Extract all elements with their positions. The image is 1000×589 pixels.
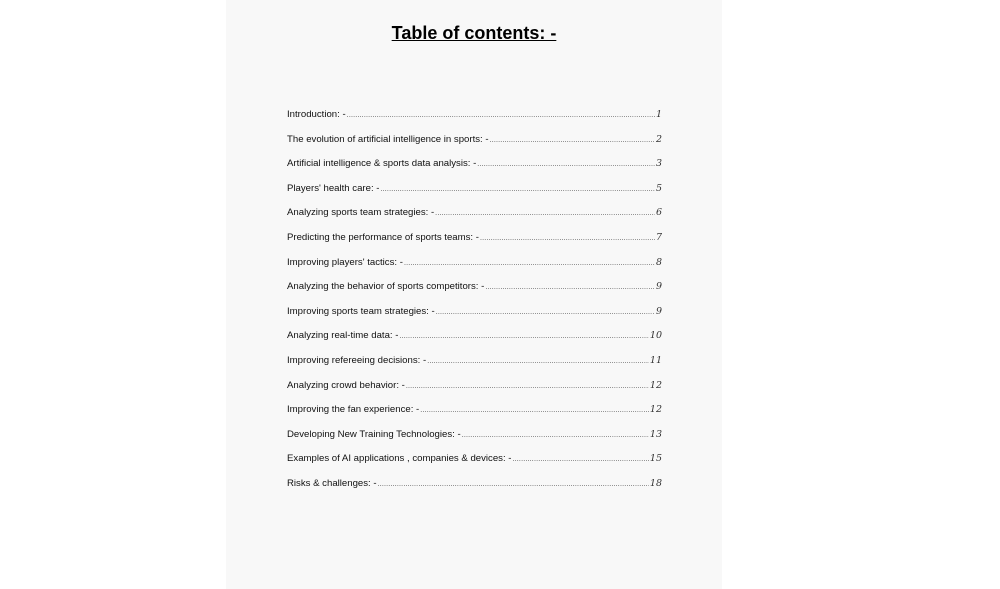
toc-entry-page: 1: [655, 109, 662, 120]
toc-entry[interactable]: [287, 453, 662, 478]
toc-entry[interactable]: [287, 207, 662, 232]
toc-entry[interactable]: [287, 330, 662, 355]
dot-leader: [380, 186, 654, 193]
toc-entry-label: Artificial intelligence & sports data analysis: -: [287, 158, 477, 170]
dot-leader: [347, 112, 655, 119]
toc-entry[interactable]: [287, 134, 662, 159]
toc-entry-page: 9: [655, 305, 662, 317]
toc-entry-page: 7: [655, 231, 662, 243]
toc-entry-label: Players' health care: -: [287, 182, 380, 194]
dot-leader: [406, 383, 649, 390]
toc-entry-page: 12: [649, 404, 662, 416]
toc-entry-label: Analyzing sports team strategies: -: [287, 207, 435, 219]
toc-entry-page: 10: [649, 330, 662, 342]
toc-entry[interactable]: [287, 404, 662, 429]
dot-leader: [420, 407, 649, 414]
dot-leader: [378, 481, 649, 488]
toc-entry[interactable]: [287, 257, 662, 282]
toc-entry[interactable]: [287, 232, 662, 257]
toc-entry-page: 8: [655, 256, 662, 268]
toc-entry-page: 11: [649, 354, 662, 366]
dot-leader: [513, 456, 649, 463]
toc-entry-label: Predicting the performance of sports teams: -: [287, 231, 479, 243]
dot-leader: [485, 284, 655, 291]
toc-entry[interactable]: [287, 429, 662, 454]
toc-entry-label: Analyzing real-time data: -: [287, 330, 399, 342]
toc-title: Table of contents: -: [391, 23, 557, 43]
dot-leader: [477, 161, 655, 168]
toc-entry[interactable]: [287, 109, 662, 134]
toc-entry-page: 6: [655, 207, 662, 219]
toc-entry[interactable]: [287, 281, 662, 306]
dot-leader: [480, 235, 655, 242]
toc-entry-page: 5: [655, 182, 662, 194]
toc-entry[interactable]: [287, 478, 662, 503]
toc-entry-label: Risks & challenges: -: [287, 477, 377, 489]
toc-entry-page: 18: [649, 477, 662, 489]
toc-entry-label: Analyzing crowd behavior: -: [287, 379, 405, 391]
dot-leader: [404, 260, 655, 267]
toc-entry-label: Improving players' tactics: -: [287, 256, 403, 268]
toc-entry-page: 9: [655, 281, 662, 293]
toc-entry-page: 2: [655, 133, 662, 145]
toc-entry[interactable]: [287, 380, 662, 405]
toc-entry-label: Analyzing the behavior of sports competitors: -: [287, 281, 485, 293]
toc-entry-label: Examples of AI applications , companies & devices: -: [287, 453, 512, 465]
toc-entry-label: Improving sports team strategies: -: [287, 305, 435, 317]
toc-entry[interactable]: [287, 306, 662, 331]
dot-leader: [427, 358, 649, 365]
toc-entry-label: Introduction: -: [287, 109, 346, 120]
toc-entry-page: 15: [649, 453, 662, 465]
toc-entry[interactable]: [287, 183, 662, 208]
toc-entry[interactable]: [287, 158, 662, 183]
toc-entry-page: 3: [655, 158, 662, 170]
toc-entry-label: The evolution of artificial intelligence in sports: -: [287, 133, 489, 145]
dot-leader: [435, 210, 655, 217]
dot-leader: [399, 333, 648, 340]
dot-leader: [462, 432, 649, 439]
dot-leader: [436, 309, 655, 316]
toc-entry[interactable]: [287, 355, 662, 380]
toc-entry-label: Improving the fan experience: -: [287, 404, 420, 416]
toc-entry-label: Developing New Training Technologies: -: [287, 428, 461, 440]
document-page: [226, 0, 722, 589]
toc-entry-page: 12: [649, 379, 662, 391]
toc-list: [287, 109, 662, 503]
dot-leader: [490, 137, 655, 144]
toc-entry-page: 13: [649, 428, 662, 440]
toc-entry-label: Improving refereeing decisions: -: [287, 354, 427, 366]
